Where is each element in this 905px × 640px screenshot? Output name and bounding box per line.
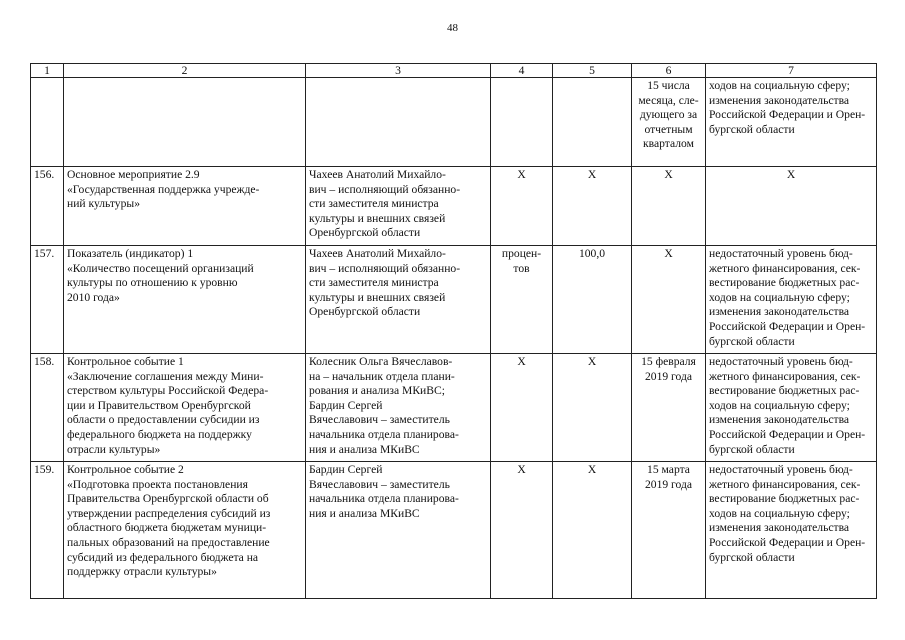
cell-responsible: Чахеев Анатолий Михайло- вич – исполняющий обязанно- сти заместителя министра культуры и внешних связей Оренбургской области [306, 167, 491, 246]
cell-row-number: 159. [31, 462, 64, 599]
column-number-2: 2 [64, 64, 306, 78]
cell-deadline: 15 марта 2019 года [632, 462, 706, 599]
cell-responsible: Бардин Сергей Вячеславович – заместитель начальника отдела планирова- ния и анализа МКиВС [306, 462, 491, 599]
cell-deadline: Х [632, 167, 706, 246]
cell-empty [553, 78, 632, 167]
cell-responsible: Колесник Ольга Вячеславов- на – начальник отдела плани- рования и анализа МКиВС; Бардин Сергей Вячеславович – заместитель начальника отдела планирова- ния и анализа МКиВС [306, 354, 491, 462]
table-row [31, 246, 877, 354]
page-number: 48 [447, 22, 458, 34]
cell-deadline: 15 февраля 2019 года [632, 354, 706, 462]
cell-empty [31, 78, 64, 167]
table-row [31, 354, 877, 462]
cell-row-number: 157. [31, 246, 64, 354]
cell-empty [306, 78, 491, 167]
column-number-5: 5 [553, 64, 632, 78]
column-number-row [31, 64, 877, 78]
cell-risks: недостаточный уровень бюд- жетного финансирования, сек- вестирование бюджетных рас- ходов на социальную сферу; изменения законодательства Российской Федерации и Орен- бургской области [706, 462, 877, 599]
cell-deadline: Х [632, 246, 706, 354]
cell-event-name: Контрольное событие 1 «Заключение соглашения между Мини- стерством культуры Российской Федера- ции и Правительством Оренбургской области о предоставлении субсидии из федерального бюджета на поддержку отрасли культуры» [64, 354, 306, 462]
cell-event-name: Показатель (индикатор) 1 «Количество посещений организаций культуры по отношению к уровню 2010 года» [64, 246, 306, 354]
cell-deadline: 15 числа месяца, сле- дующего за отчетным кварталом [632, 78, 706, 167]
cell-event-name: Контрольное событие 2 «Подготовка проекта постановления Правительства Оренбургской области об утверждении распределения субсидий из областного бюджета бюджетам муници- пальных образований на предоставление субсидий из федерального бюджета на поддержку отрасли культуры» [64, 462, 306, 599]
cell-risks: недостаточный уровень бюд- жетного финансирования, сек- вестирование бюджетных рас- ходов на социальную сферу; изменения законодательства Российской Федерации и Орен- бургской области [706, 354, 877, 462]
cell-event-name: Основное мероприятие 2.9 «Государственная поддержка учрежде- ний культуры» [64, 167, 306, 246]
cell-value: Х [553, 354, 632, 462]
cell-empty [64, 78, 306, 167]
table-row [31, 167, 877, 246]
program-table [30, 63, 877, 599]
cell-unit: Х [491, 167, 553, 246]
cell-row-number: 158. [31, 354, 64, 462]
cell-responsible: Чахеев Анатолий Михайло- вич – исполняющий обязанно- сти заместителя министра культуры и внешних связей Оренбургской области [306, 246, 491, 354]
column-number-6: 6 [632, 64, 706, 78]
cell-risks: недостаточный уровень бюд- жетного финансирования, сек- вестирование бюджетных рас- ходов на социальную сферу; изменения законодательства Российской Федерации и Орен- бургской области [706, 246, 877, 354]
cell-risks: ходов на социальную сферу; изменения законодательства Российской Федерации и Орен- бургской области [706, 78, 877, 167]
column-number-3: 3 [306, 64, 491, 78]
cell-risks: Х [706, 167, 877, 246]
continuation-row [31, 78, 877, 167]
table-row [31, 462, 877, 599]
column-number-7: 7 [706, 64, 877, 78]
cell-unit: процен- тов [491, 246, 553, 354]
cell-row-number: 156. [31, 167, 64, 246]
column-number-4: 4 [491, 64, 553, 78]
cell-value: 100,0 [553, 246, 632, 354]
cell-empty [491, 78, 553, 167]
cell-unit: Х [491, 462, 553, 599]
cell-unit: Х [491, 354, 553, 462]
column-number-1: 1 [31, 64, 64, 78]
cell-value: Х [553, 462, 632, 599]
cell-value: Х [553, 167, 632, 246]
